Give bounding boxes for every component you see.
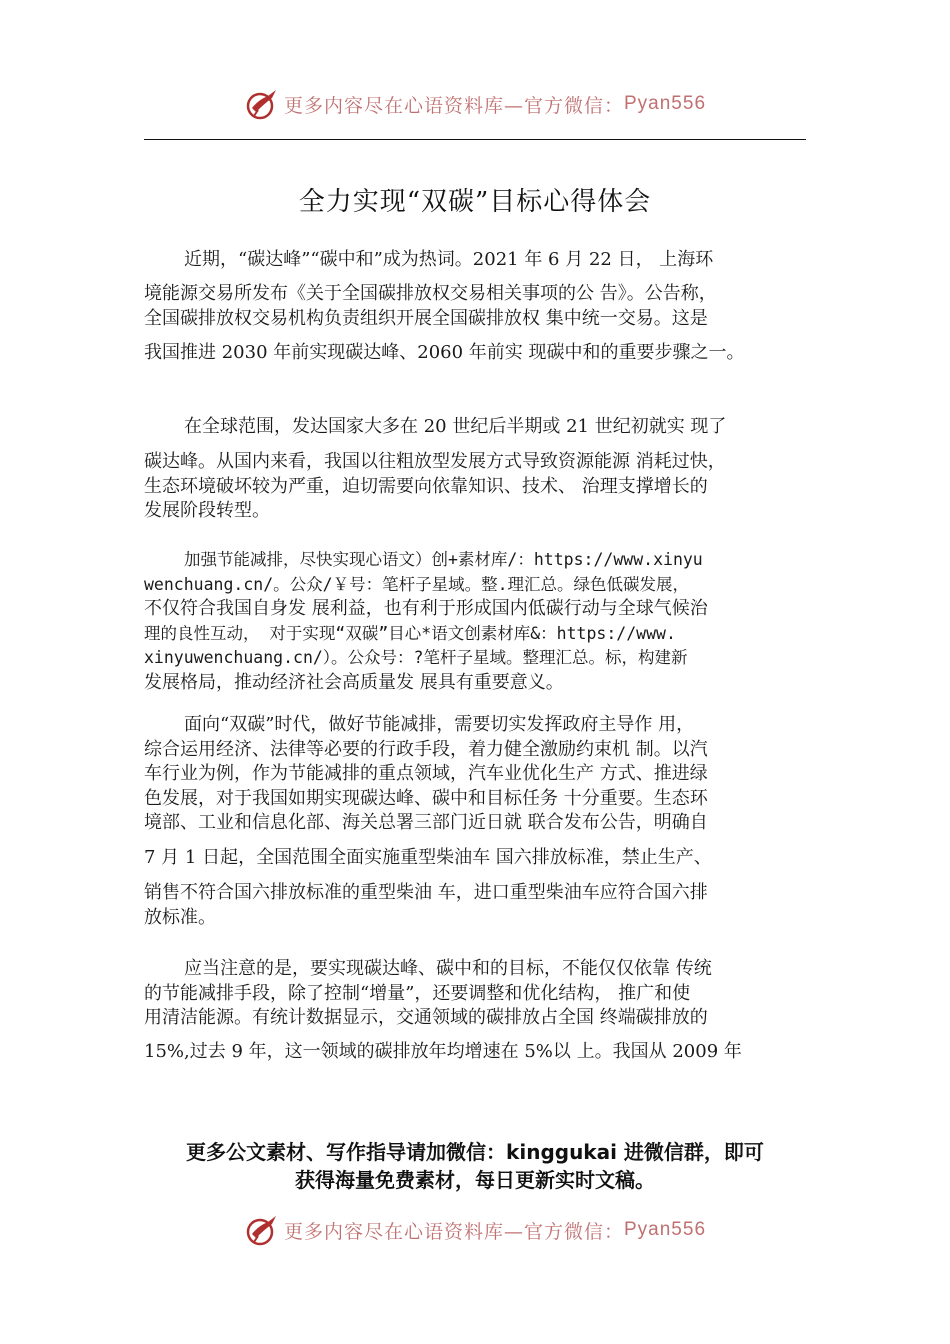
paragraph-line: 我国推进 2030 年前实现碳达峰、2060 年前实 现碳中和的重要步骤之一。 [144, 341, 745, 363]
paragraph-line: 境部、工业和信息化部、海关总署三部门近日就 联合发布公告，明确自 [144, 812, 708, 833]
pen-logo-icon [244, 1212, 280, 1248]
paragraph-line: 生态环境破坏较为严重，迫切需要向依靠知识、技术、 治理支撑增长的 [144, 475, 708, 497]
paragraph-line: 车行业为例，作为节能减排的重点领域，汽车业优化生产 方式、推进绿 [144, 763, 708, 784]
paragraph-line: 销售不符合国六排放标准的重型柴油 车，进口重型柴油车应符合国六排 [144, 882, 708, 903]
paragraph-line: 发展格局，推动经济社会高质量发 展具有重要意义。 [144, 671, 564, 693]
paragraph-line: wenchuang.cn/。公众/￥号：笔杆子星域。整.理汇总。绿色低碳发展， [144, 574, 690, 594]
paragraph-line: 不仅符合我国自身发 展利益，也有利于形成国内低碳行动与全球气候治 [144, 598, 708, 619]
paragraph-line: 全国碳排放权交易机构负责组织开展全国碳排放权 集中统一交易。这是 [144, 307, 708, 329]
paragraph-line: 色发展，对于我国如期实现碳达峰、碳中和目标任务 十分重要。生态环 [144, 787, 708, 809]
header-divider [144, 139, 806, 140]
page-title: 全力实现“双碳”目标心得体会 [298, 187, 652, 217]
paragraph-line: 加强节能减排，尽快实现心语文）创+素材库/：https://www.xinyu [184, 550, 703, 569]
paragraph-2 [144, 415, 806, 524]
paragraph-line: 近期，“碳达峰”“碳中和”成为热词。2021 年 6 月 22 日， 上海环 [184, 249, 714, 270]
paragraph-line: 面向“双碳”时代，做好节能减排，需要切实发挥政府主导作 用， [184, 714, 695, 735]
paragraph-line: 在全球范围，发达国家大多在 20 世纪后半期或 21 世纪初就实 现了 [184, 416, 727, 437]
footer-banner-id: Pyan556 [624, 1219, 707, 1240]
paragraph-line: 发展阶段转型。 [144, 500, 270, 521]
paragraph-line: 综合运用经济、法律等必要的行政手段，着力健全激励约束机 制。以汽 [144, 738, 708, 760]
footer-banner [0, 1210, 950, 1250]
footer-banner-text: 更多内容尽在心语资料库—官方微信： [283, 1220, 624, 1243]
paragraph-line: 7 月 1 日起，全国范围全面实施重型柴油车 国六排放标准，禁止生产、 [144, 847, 712, 868]
promo-text [0, 1138, 950, 1194]
promo-line-2: 获得海量免费素材，每日更新实时文稿。 [295, 1168, 655, 1192]
pen-logo-icon [244, 86, 280, 122]
header-banner-id: Pyan556 [624, 93, 707, 114]
paragraph-5 [144, 957, 806, 1065]
paragraph-1 [144, 248, 806, 365]
paragraph-line: 应当注意的是，要实现碳达峰、碳中和的目标，不能仅仅依靠 传统 [184, 958, 712, 979]
paragraph-line: 的节能减排手段，除了控制“增量”，还要调整和优化结构， 推广和使 [144, 982, 691, 1004]
paragraph-4 [144, 713, 806, 930]
header-banner-text: 更多内容尽在心语资料库—官方微信： [283, 94, 624, 117]
paragraph-line: xinyuwenchuang.cn/）。公众号：?笔杆子星域。整理汇总。标，构建新 [144, 648, 688, 667]
paragraph-line: 境能源交易所发布《关于全国碳排放权交易相关事项的公 告》。公告称， [144, 283, 717, 304]
paragraph-line: 用清洁能源。有统计数据显示，交通领域的碳排放占全国 终端碳排放的 [144, 1007, 708, 1028]
paragraph-line: 15%,过去 9 年，这一领域的碳排放年均增速在 5%以 上。我国从 2009 年 [144, 1041, 742, 1062]
paragraph-3 [144, 548, 806, 695]
promo-line-1: 更多公文素材、写作指导请加微信：kinggukai 进微信群，即可 [186, 1140, 764, 1164]
paragraph-line: 理的良性互动， 对于实现“双碳”目心*语文创素材库&：https://www. [144, 623, 676, 643]
paragraph-line: 碳达峰。从国内来看，我国以往粗放型发展方式导致资源能源 消耗过快， [144, 451, 726, 472]
paragraph-line: 放标准。 [144, 906, 216, 928]
header-banner [0, 84, 950, 124]
